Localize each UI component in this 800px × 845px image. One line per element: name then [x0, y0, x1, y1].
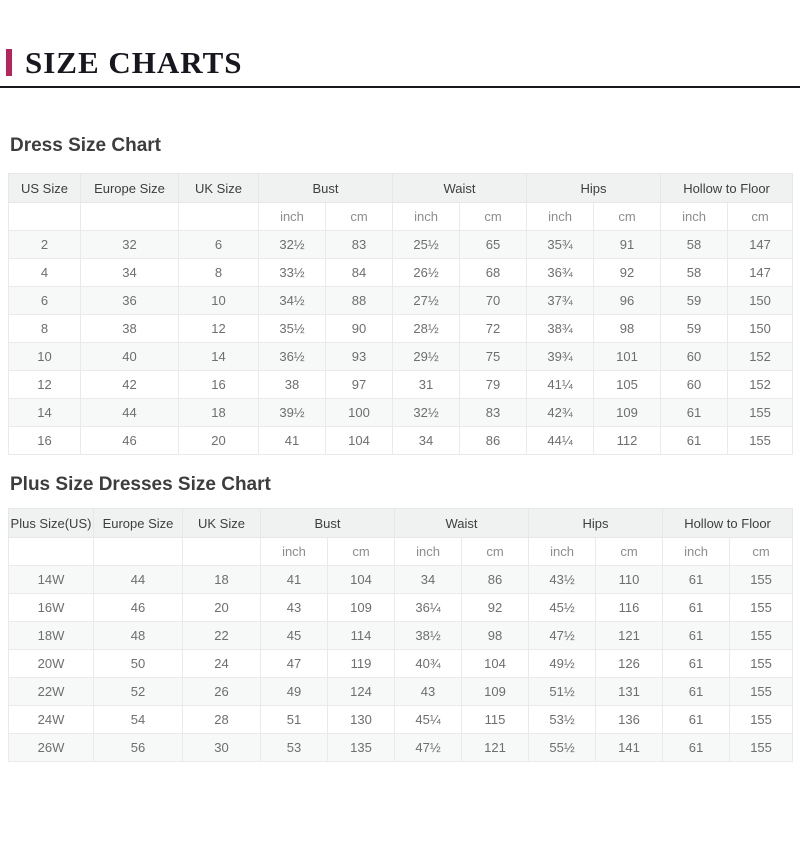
plus-size-table	[8, 508, 793, 762]
page-title: SIZE CHARTS	[25, 44, 243, 80]
data-cell: 49½	[529, 650, 596, 678]
data-cell: 45¼	[395, 706, 462, 734]
unit-cell: cm	[328, 538, 395, 566]
data-cell: 20	[179, 427, 259, 455]
unit-cell: cm	[728, 203, 793, 231]
data-cell: 60	[661, 371, 728, 399]
size-charts-page	[0, 45, 800, 762]
data-cell: 46	[94, 594, 183, 622]
data-cell: 18	[179, 399, 259, 427]
table-row	[9, 399, 793, 427]
data-cell: 150	[728, 287, 793, 315]
data-cell: 104	[326, 427, 393, 455]
data-cell: 61	[663, 566, 730, 594]
data-cell: 75	[460, 343, 527, 371]
data-cell: 32½	[259, 231, 326, 259]
data-cell: 32½	[393, 399, 460, 427]
table-row	[9, 622, 793, 650]
data-cell: 56	[94, 734, 183, 762]
data-cell: 109	[462, 678, 529, 706]
data-cell: 61	[661, 399, 728, 427]
unit-cell: inch	[529, 538, 596, 566]
data-cell: 31	[393, 371, 460, 399]
data-cell: 39¾	[527, 343, 594, 371]
data-cell: 36	[81, 287, 179, 315]
data-cell: 16W	[9, 594, 94, 622]
table-row	[9, 594, 793, 622]
data-cell: 155	[730, 734, 793, 762]
data-cell: 79	[460, 371, 527, 399]
table-row	[9, 566, 793, 594]
data-cell: 48	[94, 622, 183, 650]
data-cell: 93	[326, 343, 393, 371]
plus-size-chart-title: Plus Size Dresses Size Chart	[10, 474, 271, 495]
data-cell: 34	[81, 259, 179, 287]
data-cell: 33½	[259, 259, 326, 287]
data-cell: 98	[594, 315, 661, 343]
header-cell: Waist	[393, 174, 527, 203]
unit-cell: inch	[527, 203, 594, 231]
data-cell: 155	[730, 622, 793, 650]
data-cell: 58	[661, 259, 728, 287]
data-cell: 10	[179, 287, 259, 315]
data-cell: 114	[328, 622, 395, 650]
data-cell: 20	[183, 594, 261, 622]
data-cell: 101	[594, 343, 661, 371]
data-cell: 130	[328, 706, 395, 734]
data-cell: 29½	[393, 343, 460, 371]
data-cell: 44	[94, 566, 183, 594]
dress-size-table	[8, 173, 793, 455]
data-cell: 14W	[9, 566, 94, 594]
table-row	[9, 706, 793, 734]
data-cell: 115	[462, 706, 529, 734]
header-cell: UK Size	[183, 509, 261, 538]
data-cell: 72	[460, 315, 527, 343]
data-cell: 43	[261, 594, 328, 622]
data-cell: 6	[9, 287, 81, 315]
data-cell: 147	[728, 231, 793, 259]
data-cell: 147	[728, 259, 793, 287]
data-cell: 41	[259, 427, 326, 455]
group-header-row	[9, 509, 793, 538]
dress-size-section	[0, 135, 800, 455]
header-cell: Plus Size(US)	[9, 509, 94, 538]
data-cell: 27½	[393, 287, 460, 315]
data-cell: 124	[328, 678, 395, 706]
header-divider	[0, 86, 800, 88]
data-cell: 2	[9, 231, 81, 259]
table-row	[9, 734, 793, 762]
data-cell: 47½	[529, 622, 596, 650]
data-cell: 36¾	[527, 259, 594, 287]
data-cell: 54	[94, 706, 183, 734]
data-cell: 155	[730, 566, 793, 594]
data-cell: 83	[460, 399, 527, 427]
data-cell: 40	[81, 343, 179, 371]
data-cell: 58	[661, 231, 728, 259]
data-cell: 18W	[9, 622, 94, 650]
data-cell: 59	[661, 287, 728, 315]
empty-unit-cell	[179, 203, 259, 231]
data-cell: 53	[261, 734, 328, 762]
table-row	[9, 259, 793, 287]
data-cell: 109	[328, 594, 395, 622]
data-cell: 34½	[259, 287, 326, 315]
data-cell: 61	[663, 622, 730, 650]
data-cell: 38	[81, 315, 179, 343]
unit-cell: inch	[259, 203, 326, 231]
data-cell: 12	[9, 371, 81, 399]
data-cell: 59	[661, 315, 728, 343]
data-cell: 155	[730, 706, 793, 734]
data-cell: 38½	[395, 622, 462, 650]
data-cell: 86	[462, 566, 529, 594]
unit-cell: cm	[326, 203, 393, 231]
data-cell: 92	[462, 594, 529, 622]
data-cell: 43	[395, 678, 462, 706]
header-cell: Bust	[259, 174, 393, 203]
empty-unit-cell	[81, 203, 179, 231]
data-cell: 34	[393, 427, 460, 455]
data-cell: 135	[328, 734, 395, 762]
unit-cell: cm	[596, 538, 663, 566]
data-cell: 4	[9, 259, 81, 287]
data-cell: 61	[663, 594, 730, 622]
data-cell: 53½	[529, 706, 596, 734]
data-cell: 24	[183, 650, 261, 678]
data-cell: 150	[728, 315, 793, 343]
data-cell: 126	[596, 650, 663, 678]
data-cell: 152	[728, 343, 793, 371]
data-cell: 8	[179, 259, 259, 287]
header-cell: Bust	[261, 509, 395, 538]
header-cell: Europe Size	[94, 509, 183, 538]
data-cell: 61	[663, 678, 730, 706]
table-row	[9, 678, 793, 706]
data-cell: 41	[261, 566, 328, 594]
data-cell: 109	[594, 399, 661, 427]
unit-cell: cm	[594, 203, 661, 231]
unit-cell: inch	[395, 538, 462, 566]
accent-bar-icon	[6, 49, 12, 76]
data-cell: 47	[261, 650, 328, 678]
data-cell: 30	[183, 734, 261, 762]
table-row	[9, 315, 793, 343]
data-cell: 155	[730, 678, 793, 706]
table-row	[9, 231, 793, 259]
data-cell: 100	[326, 399, 393, 427]
data-cell: 38¾	[527, 315, 594, 343]
header-cell: Hips	[529, 509, 663, 538]
data-cell: 119	[328, 650, 395, 678]
data-cell: 83	[326, 231, 393, 259]
data-cell: 136	[596, 706, 663, 734]
data-cell: 36¼	[395, 594, 462, 622]
data-cell: 14	[9, 399, 81, 427]
data-cell: 61	[661, 427, 728, 455]
data-cell: 26½	[393, 259, 460, 287]
data-cell: 24W	[9, 706, 94, 734]
data-cell: 16	[9, 427, 81, 455]
data-cell: 104	[462, 650, 529, 678]
data-cell: 28½	[393, 315, 460, 343]
header-cell: Hips	[527, 174, 661, 203]
group-header-row	[9, 174, 793, 203]
data-cell: 8	[9, 315, 81, 343]
data-cell: 12	[179, 315, 259, 343]
data-cell: 18	[183, 566, 261, 594]
header-cell: Hollow to Floor	[663, 509, 793, 538]
data-cell: 37¾	[527, 287, 594, 315]
data-cell: 51½	[529, 678, 596, 706]
data-cell: 98	[462, 622, 529, 650]
data-cell: 70	[460, 287, 527, 315]
empty-unit-cell	[183, 538, 261, 566]
data-cell: 51	[261, 706, 328, 734]
data-cell: 131	[596, 678, 663, 706]
data-cell: 116	[596, 594, 663, 622]
data-cell: 32	[81, 231, 179, 259]
unit-cell: inch	[393, 203, 460, 231]
data-cell: 50	[94, 650, 183, 678]
data-cell: 28	[183, 706, 261, 734]
data-cell: 91	[594, 231, 661, 259]
data-cell: 43½	[529, 566, 596, 594]
data-cell: 86	[460, 427, 527, 455]
unit-header-row	[9, 203, 793, 231]
data-cell: 155	[728, 427, 793, 455]
data-cell: 105	[594, 371, 661, 399]
data-cell: 52	[94, 678, 183, 706]
data-cell: 35½	[259, 315, 326, 343]
empty-unit-cell	[9, 538, 94, 566]
table-row	[9, 650, 793, 678]
header-cell: UK Size	[179, 174, 259, 203]
data-cell: 68	[460, 259, 527, 287]
data-cell: 41¼	[527, 371, 594, 399]
table-row	[9, 343, 793, 371]
data-cell: 90	[326, 315, 393, 343]
data-cell: 152	[728, 371, 793, 399]
data-cell: 36½	[259, 343, 326, 371]
data-cell: 65	[460, 231, 527, 259]
data-cell: 10	[9, 343, 81, 371]
table-row	[9, 427, 793, 455]
header-cell: US Size	[9, 174, 81, 203]
unit-header-row	[9, 538, 793, 566]
data-cell: 155	[728, 399, 793, 427]
empty-unit-cell	[94, 538, 183, 566]
data-cell: 34	[395, 566, 462, 594]
empty-unit-cell	[9, 203, 81, 231]
data-cell: 60	[661, 343, 728, 371]
header-cell: Europe Size	[81, 174, 179, 203]
data-cell: 61	[663, 706, 730, 734]
data-cell: 104	[328, 566, 395, 594]
data-cell: 155	[730, 594, 793, 622]
unit-cell: inch	[661, 203, 728, 231]
unit-cell: inch	[663, 538, 730, 566]
data-cell: 40¾	[395, 650, 462, 678]
data-cell: 42	[81, 371, 179, 399]
unit-cell: inch	[261, 538, 328, 566]
unit-cell: cm	[462, 538, 529, 566]
data-cell: 45½	[529, 594, 596, 622]
data-cell: 88	[326, 287, 393, 315]
data-cell: 61	[663, 734, 730, 762]
table-row	[9, 371, 793, 399]
page-header	[6, 45, 800, 79]
data-cell: 121	[462, 734, 529, 762]
data-cell: 35¾	[527, 231, 594, 259]
data-cell: 42¾	[527, 399, 594, 427]
data-cell: 155	[730, 650, 793, 678]
unit-cell: cm	[730, 538, 793, 566]
data-cell: 47½	[395, 734, 462, 762]
data-cell: 92	[594, 259, 661, 287]
data-cell: 25½	[393, 231, 460, 259]
data-cell: 141	[596, 734, 663, 762]
data-cell: 112	[594, 427, 661, 455]
unit-cell: cm	[460, 203, 527, 231]
data-cell: 46	[81, 427, 179, 455]
data-cell: 44	[81, 399, 179, 427]
dress-size-chart-title: Dress Size Chart	[10, 135, 162, 156]
data-cell: 39½	[259, 399, 326, 427]
data-cell: 55½	[529, 734, 596, 762]
data-cell: 6	[179, 231, 259, 259]
data-cell: 61	[663, 650, 730, 678]
data-cell: 26W	[9, 734, 94, 762]
data-cell: 97	[326, 371, 393, 399]
data-cell: 44¼	[527, 427, 594, 455]
data-cell: 22W	[9, 678, 94, 706]
header-cell: Hollow to Floor	[661, 174, 793, 203]
data-cell: 84	[326, 259, 393, 287]
data-cell: 14	[179, 343, 259, 371]
data-cell: 96	[594, 287, 661, 315]
header-cell: Waist	[395, 509, 529, 538]
data-cell: 49	[261, 678, 328, 706]
table-row	[9, 287, 793, 315]
data-cell: 16	[179, 371, 259, 399]
data-cell: 26	[183, 678, 261, 706]
data-cell: 121	[596, 622, 663, 650]
data-cell: 110	[596, 566, 663, 594]
data-cell: 38	[259, 371, 326, 399]
plus-size-section	[0, 474, 800, 762]
data-cell: 20W	[9, 650, 94, 678]
data-cell: 22	[183, 622, 261, 650]
data-cell: 45	[261, 622, 328, 650]
